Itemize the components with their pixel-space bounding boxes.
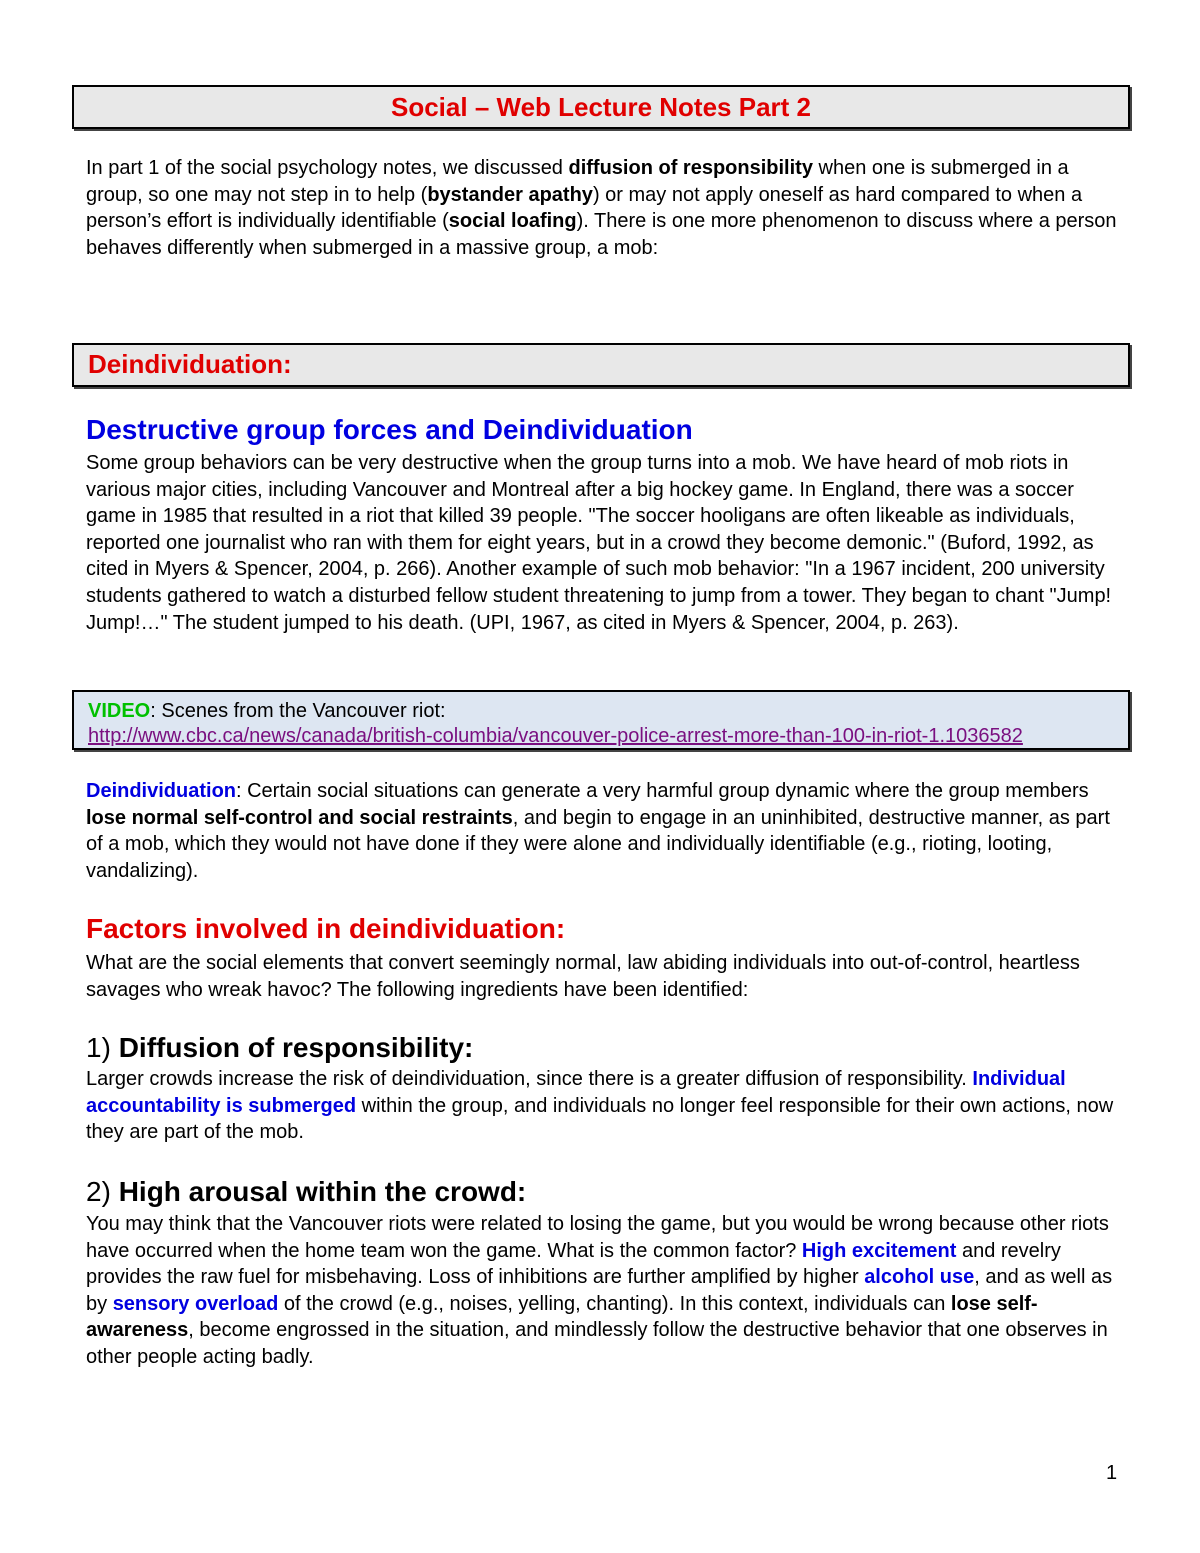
factors-heading: Factors involved in deindividuation:	[86, 913, 566, 944]
deind-def-run: lose normal self-control and social restraints	[86, 806, 513, 829]
factor2-para-run: alcohol use	[864, 1266, 975, 1289]
intro-run: diffusion of responsibility	[568, 157, 813, 179]
factor2-para-run: and revelry provides the raw fuel for misbehaving. Loss of inhibitions are further amplified by higher	[86, 1239, 1061, 1289]
video-label: VIDEO	[88, 700, 151, 722]
factor-1-heading	[86, 1032, 473, 1064]
intro-run: In part 1 of the social psychology notes, we discussed	[86, 157, 569, 179]
factor2-para-run: lose self-awareness	[86, 1292, 1038, 1342]
deind-def-run: , and begin to engage in an uninhibited, destructive manner, as part of a mob, which they would not have done if they were alone and individually identifiable (e.g., rioting, looting, vandalizing).	[86, 806, 1110, 882]
intro-run: social loafing	[448, 210, 577, 233]
section-box	[72, 343, 1130, 387]
intro-run: ) or may not apply oneself as hard compared to when a person’s effort is individually identifiable (	[86, 183, 1083, 233]
factor-1-paragraph	[86, 1066, 1126, 1146]
factor1-para-run: Larger crowds increase the risk of deindividuation, since there is a greater diffusion of responsibility.	[86, 1068, 973, 1090]
factor2-para-run: High excitement	[801, 1239, 957, 1262]
deindividuation-definition	[86, 778, 1126, 884]
intro-run: ). There is one more phenomenon to discuss where a person behaves differently when submerged in a massive group, a mob:	[86, 210, 1117, 259]
intro-paragraph	[86, 155, 1126, 261]
factors-paragraph: What are the social elements that convert seemingly normal, law abiding individuals into out-of-control, heartless savages who wreak havoc? The following ingredients have been identified:	[86, 952, 1080, 1001]
section-title: Deindividuation:	[88, 349, 292, 379]
factor2-para-run: , become engrossed in the situation, and mindlessly follow the destructive behavior that one observes in other people acting badly.	[86, 1319, 1108, 1368]
factor2-para-run: sensory overload	[112, 1292, 279, 1315]
destructive-paragraph: Some group behaviors can be very destructive when the group turns into a mob. We have heard of mob riots in various major cities, including Vancouver and Montreal after a big hockey game. In England, there was a soccer game in 1985 that resulted in a riot that killed 39 people. "The soccer hooligans are often likeable as individuals, reported one journalist who ran with them for eight years, but in a crowd they become demonic." (Buford, 1992, as cited in Myers & Spencer, 2004, p. 266). Another example of such mob behavior: "In a 1967 incident, 200 university students gathered to watch a disturbed fellow student threatening to jump from a tower. They began to chant "Jump! Jump!…" The student jumped to his death. (UPI, 1967, as cited in Myers & Spencer, 2004, p. 263).	[86, 452, 1112, 634]
factor-2-heading	[86, 1176, 526, 1208]
video-text: : Scenes from the Vancouver riot:	[150, 700, 446, 722]
factor-2-number: 2)	[86, 1176, 111, 1207]
video-line	[88, 700, 446, 723]
page-number: 1	[1106, 1462, 1118, 1484]
factor-2-title: High arousal within the crowd:	[118, 1176, 527, 1207]
factor-2-paragraph	[86, 1211, 1126, 1371]
factor2-para-run: of the crowd (e.g., noises, yelling, chanting). In this context, individuals can	[278, 1292, 951, 1315]
factor-1-number: 1)	[86, 1032, 111, 1063]
page-title: Social – Web Lecture Notes Part 2	[391, 92, 811, 122]
title-box	[72, 85, 1130, 129]
deind-def-run: : Certain social situations can generate a very harmful group dynamic where the group members	[236, 780, 1089, 802]
factor-1-title: Diffusion of responsibility:	[118, 1032, 474, 1063]
deind-def-run: Deindividuation	[86, 780, 236, 802]
factor2-para-run: You may think that the Vancouver riots were related to losing the game, but you would be wrong because other riots have occurred when the home team won the game. What is the common factor?	[86, 1213, 1109, 1262]
intro-run: when one is submerged in a group, so one may not step in to help (	[86, 157, 1069, 206]
factor1-para-run: within the group, and individuals no longer feel responsible for their own actions, now they are part of the mob.	[86, 1094, 1114, 1144]
factor2-para-run: , and as well as by	[86, 1266, 1113, 1315]
destructive-heading: Destructive group forces and Deindividuation	[86, 414, 693, 445]
intro-run: bystander apathy	[427, 183, 593, 206]
video-box	[72, 690, 1130, 750]
factor1-para-run: Individual accountability is submerged	[86, 1068, 1066, 1117]
video-link[interactable]: http://www.cbc.ca/news/canada/british-columbia/vancouver-police-arrest-more-than-100-in-riot-1.1036582	[88, 725, 1023, 747]
